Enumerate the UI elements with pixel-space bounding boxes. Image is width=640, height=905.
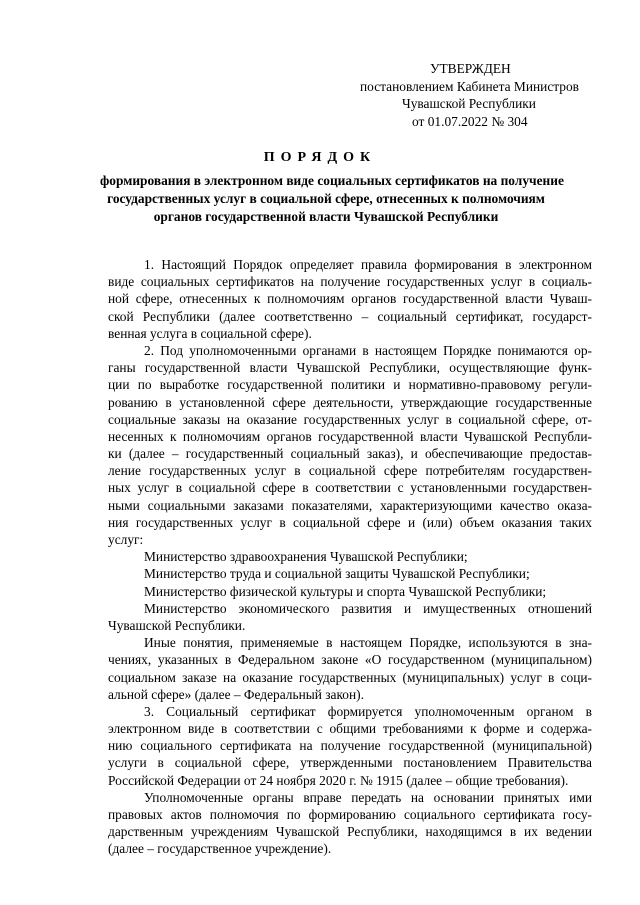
body-line: 2. Под уполномоченными органами в настоящем Порядке понимаются ор- (144, 342, 592, 358)
approval-republic: Чувашской Республики (402, 96, 536, 112)
approval-date-number: от 01.07.2022 № 304 (412, 113, 528, 129)
body-line: электронном виде в соответствии с общими требованиями к форме и содержа- (108, 721, 592, 737)
body-line: альной сфере» (далее – Федеральный закон). (108, 686, 364, 702)
approval-resolution: постановлением Кабинета Министров (360, 78, 579, 94)
body-line: виде социальных сертификатов на получение государственных услуг в социаль- (108, 274, 592, 290)
document-body (108, 256, 592, 858)
document-title: ПОРЯДОК (263, 150, 377, 165)
body-line: дарственным учреждениям Чувашской Республики, находящимся в их ведении (108, 824, 592, 840)
body-line: 3. Социальный сертификат формируется уполномоченным органом в (144, 703, 592, 719)
body-line: Уполномоченные органы вправе передать на основании принятых ими (144, 789, 592, 805)
body-line: правовых актов полномочия по формированию социального сертификата госу- (108, 807, 592, 822)
body-line: ганы государственной власти Чувашской Республики, осуществляющие функ- (108, 360, 592, 376)
body-line: ление государственных услуг в социальной сфере потребителям государствен- (108, 463, 592, 479)
body-line: социальные заказы на оказание государственных услуг в социальной сфере, от- (108, 411, 592, 427)
body-line: услуги в социальной сфере, утвержденными постановлением Правительства (108, 755, 592, 771)
body-line: социальном заказе на оказание государственных (муниципальных) услуг в соци- (108, 669, 592, 685)
body-line: ки (далее – государственный социальный заказ), и обеспечивающие предостав- (108, 446, 592, 462)
ministry-item: Министерство экономического развития и имущественных отношений (144, 600, 592, 616)
body-line: Иные понятия, применяемые в настоящем Порядке, используются в зна- (144, 635, 592, 651)
ministry-item: Министерство труда и социальной защиты Чувашской Республики; (144, 566, 530, 582)
body-line: чениях, указанных в Федеральном законе «О государственном (муниципальном) (108, 652, 592, 668)
body-line: ной сфере, отнесенных к полномочиям органов государственной власти Чуваш- (108, 291, 592, 307)
ministry-item: Министерство физической культуры и спорта Чувашской Республики; (144, 583, 547, 599)
body-line: ния государственных услуг в социальной сфере и (или) объем оказания таких (108, 514, 592, 530)
body-line: ными социальными заказами показателями, характеризующими качество оказа- (108, 497, 592, 513)
body-line: (далее – государственное учреждение). (108, 841, 332, 857)
body-line: Российской Федерации от 24 ноября 2020 г. № 1915 (далее – общие требования). (108, 772, 569, 788)
body-line: 1. Настоящий Порядок определяет правила формирования в электронном (144, 257, 592, 272)
subtitle-line: формирования в электронном виде социальных сертификатов на получение (100, 173, 564, 188)
document-subtitle (100, 172, 564, 226)
body-line: ных услуг в социальной сфере в соответствии с установленными государствен- (108, 480, 592, 496)
body-line: ции по выработке государственной политики и нормативно-правовому регули- (108, 377, 592, 393)
approval-stamp (330, 60, 610, 130)
body-line: рованию в установленной сфере деятельности, утверждающие государственные (108, 394, 592, 410)
subtitle-line: государственных услуг в социальной сфере, отнесенных к полномочиям (107, 191, 545, 206)
subtitle-line: органов государственной власти Чувашской Республики (153, 209, 499, 224)
body-line: Чувашской Республики. (108, 617, 246, 633)
body-line: услуг: (108, 532, 144, 547)
ministry-item: Министерство здравоохранения Чувашской Республики; (144, 549, 468, 565)
body-line: несенных к полномочиям органов государственной власти Чувашской Республи- (108, 428, 592, 444)
body-line: ской Республики (далее соответственно – социальный сертификат, государст- (108, 308, 592, 324)
body-line: нию социального сертификата на получение государственной (муниципальной) (108, 738, 592, 754)
body-line: венная услуга в социальной сфере). (108, 325, 312, 341)
approval-heading: УТВЕРЖДЕН (430, 61, 511, 76)
